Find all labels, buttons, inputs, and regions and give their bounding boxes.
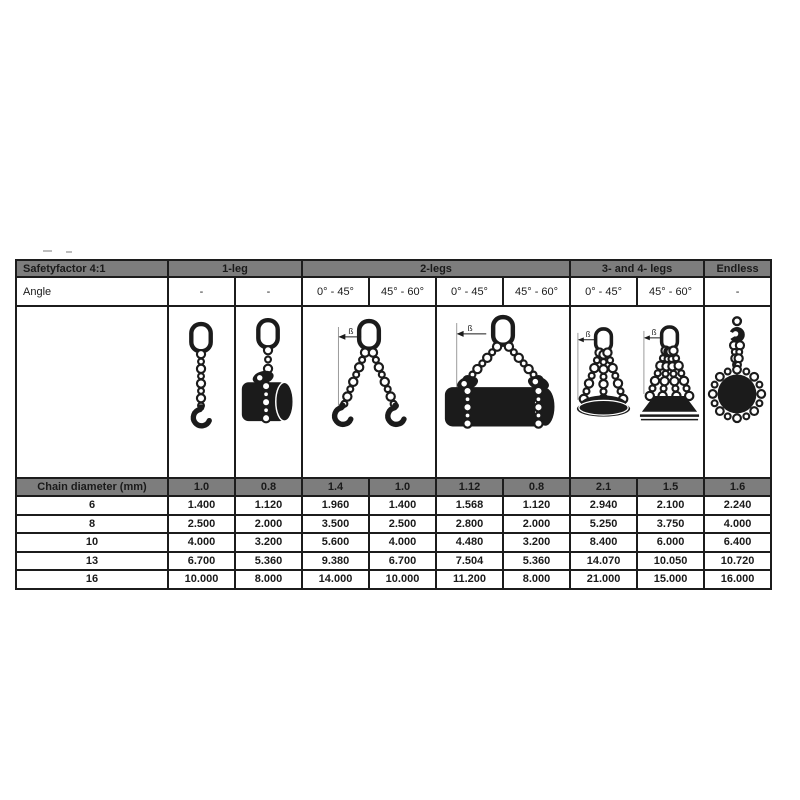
- wll-value: 6.400: [704, 533, 771, 552]
- angle-value: -: [235, 277, 302, 306]
- group-header-2-legs: 2-legs: [302, 260, 570, 277]
- angle-value: 0° - 45°: [436, 277, 503, 306]
- chain-diameter-value: 8: [16, 515, 168, 534]
- wll-value: 3.200: [235, 533, 302, 552]
- wll-value: 7.504: [436, 552, 503, 571]
- angle-value: 0° - 45°: [570, 277, 637, 306]
- wll-value: 8.400: [570, 533, 637, 552]
- wll-value: 5.360: [235, 552, 302, 571]
- table-row: [16, 570, 771, 589]
- illustration-2-leg-hooks: [302, 306, 436, 478]
- wll-value: 4.000: [168, 533, 235, 552]
- angle-row: [16, 277, 771, 306]
- wll-value: 6.700: [168, 552, 235, 571]
- wll-value: 1.120: [235, 496, 302, 515]
- wll-value: 11.200: [436, 570, 503, 589]
- beta-angle-label: ß: [585, 329, 591, 339]
- wll-value: 14.000: [302, 570, 369, 589]
- safetyfactor-header: Safetyfactor 4:1: [16, 260, 168, 277]
- factor-row: [16, 478, 771, 496]
- wll-value: 8.000: [503, 570, 570, 589]
- wll-value: 4.480: [436, 533, 503, 552]
- illustration-1-leg-hook: [168, 306, 235, 478]
- chain-diameter-value: 13: [16, 552, 168, 571]
- wll-value: 2.500: [168, 515, 235, 534]
- wll-value: 4.000: [704, 515, 771, 534]
- wll-value: 1.120: [503, 496, 570, 515]
- angle-value: -: [704, 277, 771, 306]
- load-factor: 1.0: [168, 478, 235, 496]
- wll-value: 3.750: [637, 515, 704, 534]
- illustration-empty-cell: [16, 306, 168, 478]
- wll-value: 2.240: [704, 496, 771, 515]
- wll-value: 1.960: [302, 496, 369, 515]
- wll-value: 8.000: [235, 570, 302, 589]
- beta-angle-label: ß: [467, 322, 473, 333]
- chain-diameter-value: 16: [16, 570, 168, 589]
- angle-label: Angle: [16, 277, 168, 306]
- wll-value: 2.940: [570, 496, 637, 515]
- wll-value: 5.360: [503, 552, 570, 571]
- chain-sling-capacity-table: [15, 259, 772, 590]
- beta-angle-label: ß: [348, 325, 354, 336]
- print-artifact: [66, 251, 72, 253]
- angle-value: 45° - 60°: [637, 277, 704, 306]
- load-factor: 1.6: [704, 478, 771, 496]
- wll-value: 2.100: [637, 496, 704, 515]
- wll-value: 1.400: [168, 496, 235, 515]
- illustration-endless: [704, 306, 771, 478]
- group-header-3-4-legs: 3- and 4- legs: [570, 260, 704, 277]
- angle-value: -: [168, 277, 235, 306]
- illustration-1-leg-choke-drum: [235, 306, 302, 478]
- wll-value: 15.000: [637, 570, 704, 589]
- wll-value: 10.000: [369, 570, 436, 589]
- load-factor: 0.8: [503, 478, 570, 496]
- wll-value: 6.700: [369, 552, 436, 571]
- illustration-3-and-4-leg: [570, 306, 704, 478]
- angle-value: 0° - 45°: [302, 277, 369, 306]
- wll-value: 2.000: [235, 515, 302, 534]
- wll-value: 5.250: [570, 515, 637, 534]
- table-header-row: [16, 260, 771, 277]
- wll-value: 4.000: [369, 533, 436, 552]
- wll-value: 5.600: [302, 533, 369, 552]
- angle-value: 45° - 60°: [369, 277, 436, 306]
- table-row: [16, 496, 771, 515]
- load-factor: 0.8: [235, 478, 302, 496]
- group-header-1-leg: 1-leg: [168, 260, 302, 277]
- table-row: [16, 533, 771, 552]
- illustration-row: [16, 306, 771, 478]
- chain-diameter-value: 10: [16, 533, 168, 552]
- load-factor: 1.12: [436, 478, 503, 496]
- load-factor: 1.0: [369, 478, 436, 496]
- wll-value: 10.720: [704, 552, 771, 571]
- wll-value: 3.500: [302, 515, 369, 534]
- wll-value: 14.070: [570, 552, 637, 571]
- wll-value: 2.000: [503, 515, 570, 534]
- wll-value: 2.800: [436, 515, 503, 534]
- load-factor: 1.4: [302, 478, 369, 496]
- beta-angle-label: ß: [651, 327, 657, 337]
- wll-value: 21.000: [570, 570, 637, 589]
- angle-value: 45° - 60°: [503, 277, 570, 306]
- illustration-2-leg-choke-drum: [436, 306, 570, 478]
- wll-value: 3.200: [503, 533, 570, 552]
- group-header-endless: Endless: [704, 260, 771, 277]
- table-row: [16, 515, 771, 534]
- chain-diameter-value: 6: [16, 496, 168, 515]
- chain-diameter-header: Chain diameter (mm): [16, 478, 168, 496]
- wll-value: 2.500: [369, 515, 436, 534]
- wll-value: 1.400: [369, 496, 436, 515]
- wll-value: 10.000: [168, 570, 235, 589]
- wll-value: 1.568: [436, 496, 503, 515]
- load-factor: 1.5: [637, 478, 704, 496]
- table-row: [16, 552, 771, 571]
- print-artifact: [43, 250, 52, 252]
- wll-value: 9.380: [302, 552, 369, 571]
- wll-value: 6.000: [637, 533, 704, 552]
- wll-value: 10.050: [637, 552, 704, 571]
- load-factor: 2.1: [570, 478, 637, 496]
- wll-value: 16.000: [704, 570, 771, 589]
